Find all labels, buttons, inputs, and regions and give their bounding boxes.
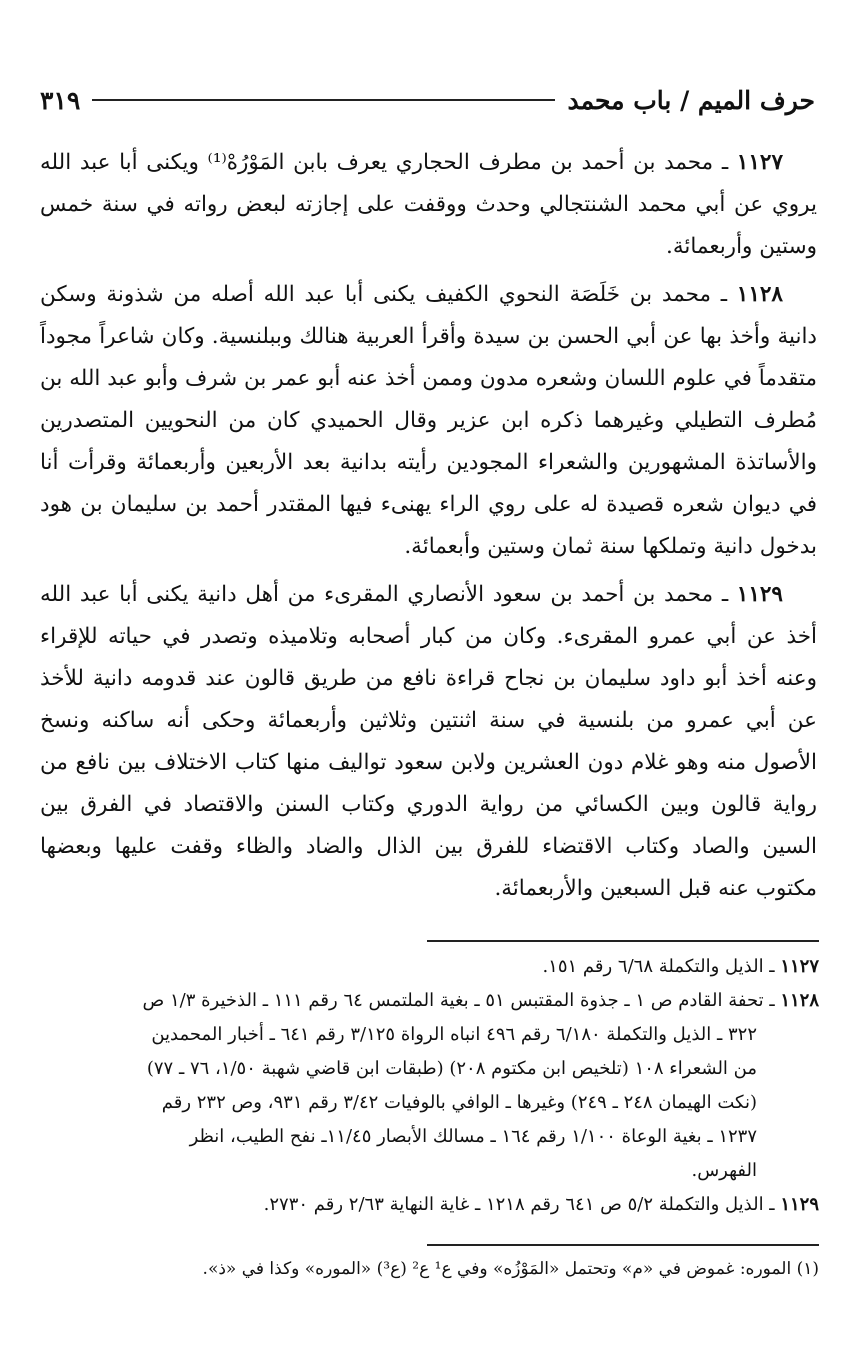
- reference-1127: [40, 950, 819, 984]
- reference-line: من الشعراء ١٠٨ (تلخيص ابن مكتوم ٢٠٨) (طبقات ابن قاضي شهبة ١/٥٠، ٧٦ ـ ٧٧): [146, 1058, 757, 1079]
- reference-line: ـ تحفة القادم ص ١ ـ جذوة المقتبس ٥١ ـ بغية الملتمس ٦٤ رقم ١١١ ـ الذخيرة ١/٣ ص: [142, 990, 775, 1011]
- reference-number: ١١٢٨: [780, 990, 819, 1011]
- reference-1128: [40, 984, 819, 1018]
- reference-line: ـ الذيل والتكملة ٦/٦٨ رقم ١٥١.: [542, 956, 775, 977]
- reference-1128-cont: [40, 1120, 819, 1154]
- footnote-divider: [427, 1244, 819, 1246]
- reference-1128-cont: [40, 1154, 819, 1188]
- entry-number: ١١٢٩: [736, 582, 783, 607]
- entry-1129: [40, 574, 817, 910]
- entry-text: ـ محمد بن أحمد بن مطرف الحجاري يعرف بابن المَوْرُهْ⁽¹⁾ ويكنى أبا عبد الله يروي عن أبي محمد الشنتجالي وحدث ووقفت على إجازته لبعض رواته في سنة خمس وستين وأربعمائة.: [40, 150, 817, 259]
- main-text: [40, 142, 817, 916]
- reference-number: ١١٢٩: [780, 1194, 819, 1215]
- header-rule: [92, 99, 555, 101]
- entry-text: ـ محمد بن أحمد بن سعود الأنصاري المقرىء من أهل دانية يكنى أبا عبد الله أخذ عن أبي عمرو المقرىء. وكان من كبار أصحابه وتلاميذه وتصدر في حياته للإقراء وعنه أخذ أبو داود سليمان بن نجاح قراءة نافع من طريق قالون عند قدومه دانية للأخذ عن أبي عمرو من بلنسية في سنة اثنتين وثلاثين وأربعمائة وحكى أنه ساكنه ونسخ الأصول منه وهو غلام دون العشرين ولابن سعود تواليف منها كتاب الاختلاف بين نافع من رواية قالون وبين الكسائي من رواية الدوري وكتاب السنن والاقتصاد في الفرق بين السين والصاد وكتاب الاقتضاء للفرق بين الذال والضاد والظاء وقفت عليها وبعضها مكتوب عنه قبل السبعين والأربعمائة.: [40, 582, 817, 901]
- entry-1127: [40, 142, 817, 268]
- reference-line: ٣٢٢ ـ الذيل والتكملة ٦/١٨٠ رقم ٤٩٦ انباه الرواة ٣/١٢٥ رقم ٦٤١ ـ أخبار المحمدين: [151, 1024, 757, 1045]
- entry-number: ١١٢٧: [736, 150, 783, 175]
- reference-number: ١١٢٧: [780, 956, 819, 977]
- reference-line: ـ الذيل والتكملة ٥/٢ ص ٦٤١ رقم ١٢١٨ ـ غاية النهاية ٢/٦٣ رقم ٢٧٣٠.: [263, 1194, 775, 1215]
- reference-line: الفهرس.: [691, 1160, 757, 1181]
- entry-number: ١١٢٨: [736, 282, 783, 307]
- footnote: (١) الموره: غموض في «م» وتحتمل «المَوْزُه» وفي ع¹ ع² (ع³) «الموره» وكذا في «ذ».: [202, 1259, 819, 1279]
- reference-1128-cont: [40, 1086, 819, 1120]
- reference-line: ١٢٣٧ ـ بغية الوعاة ١/١٠٠ رقم ١٦٤ ـ مسالك الأبصار ١١/٤٥ـ نفح الطيب، انظر: [189, 1126, 757, 1147]
- reference-1129: [40, 1188, 819, 1222]
- page-header: [40, 80, 815, 120]
- entry-1128: [40, 274, 817, 568]
- reference-1128-cont: [40, 1018, 819, 1052]
- entry-text: ـ محمد بن خَلَصَة النحوي الكفيف يكنى أبا عبد الله أصله من شذونة وسكن دانية وأخذ بها عن أبي الحسن بن سيدة وأقرأ العربية هنالك وببلنسية. وكان شاعراً مجوداً متقدماً في علوم اللسان وشعره مدون وممن أخذ عنه أبو عمر بن شرف وأبو عبد الله بن مُطرف التطيلي وغيرهما ذكره ابن عزير وقال الحميدي كان من النحويين المتصدرين والأساتذة المشهورين والشعراء المجودين رأيته بدانية بعد الأربعين وأربعمائة وقرأت أنا في ديوان شعره قصيدة له على روي الراء يهنىء فيها المقتدر أحمد بن سليمان بن هود بدخول دانية وتملكها سنة ثمان وستين وأبعمائة.: [40, 282, 817, 559]
- reference-1128-cont: [40, 1052, 819, 1086]
- running-title: حرف الميم / باب محمد: [567, 85, 815, 115]
- page-number: ٣١٩: [40, 85, 81, 115]
- references-divider: [427, 940, 819, 942]
- reference-line: (نكت الهيمان ٢٤٨ ـ ٢٤٩) وغيرها ـ الوافي بالوفيات ٣/٤٢ رقم ٩٣١، وص ٢٣٢ رقم: [161, 1092, 757, 1113]
- references: [40, 950, 819, 1222]
